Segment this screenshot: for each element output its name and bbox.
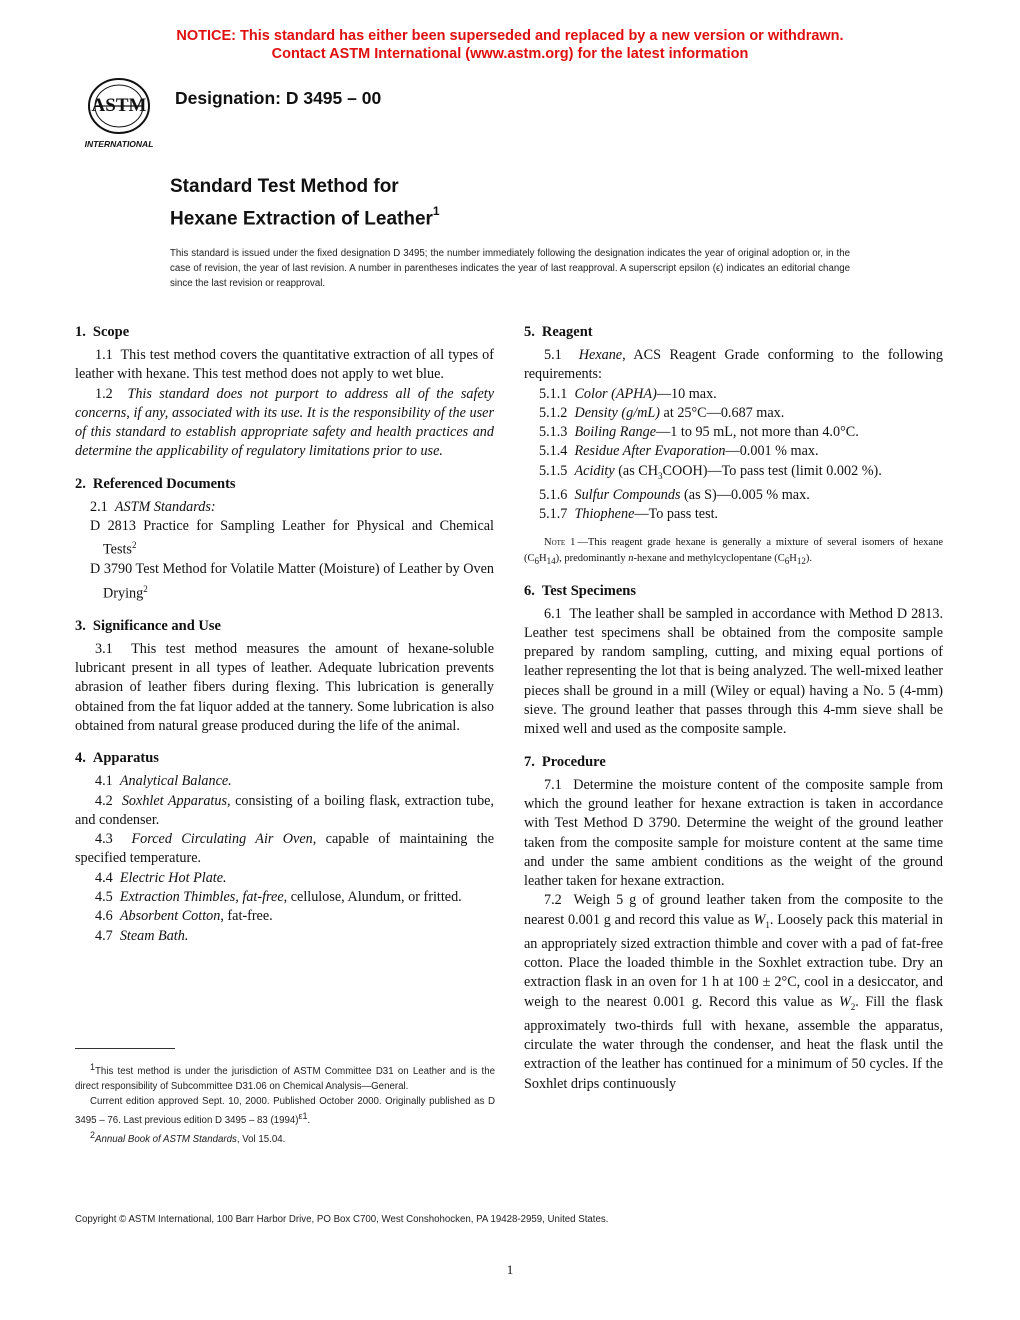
list-item: 4.4 Electric Hot Plate.: [95, 869, 227, 886]
requirement-item: 5.1.6 Sulfur Compounds (as S)—0.005 % max.: [539, 486, 810, 503]
reference-item: D 2813 Practice for Sampling Leather for Physical and Chemical Tests$^2$: [90, 518, 494, 559]
list-item: 4.1 Analytical Balance.: [95, 773, 232, 790]
requirement-item: 5.1.2 Density (g/mL) at 25°C—0.687 max.: [539, 404, 785, 421]
list-item: 4.3 Forced Circulating Air Oven, capable of maintaining the specified temperature.: [75, 831, 494, 867]
paragraph: 2.1 ASTM Standards:: [90, 498, 216, 515]
section-heading: 4. Apparatus: [75, 750, 159, 767]
designation: Designation: D 3495 – 00: [175, 88, 382, 108]
note-1: Note 1 —This reagent grade hexane is generally a mixture of several isomers of hexane $(C_6H_{14})$, predominantly n-hexane and methylcyclopentane $(C_6H_{12})$.: [524, 536, 943, 566]
section-heading: 1. Scope: [75, 324, 130, 340]
footnote-divider: [75, 1048, 175, 1049]
left-column: [75, 322, 494, 946]
reference-item: D 3790 Test Method for Volatile Matter (Moisture) of Leather by Oven Drying$^2$: [90, 561, 494, 602]
footnote-1-edition: Current edition approved Sept. 10, 2000. Published October 2000. Originally published as D 3495 – 76. Last previous edition D 3495 – 83 $(1994)^{\varepsilon 1}$.: [75, 1096, 495, 1127]
astm-logo: [78, 76, 160, 150]
list-item: 4.7 Steam Bath.: [95, 927, 189, 944]
section-heading: 7. Procedure: [524, 753, 606, 770]
title-line-2: Hexane Extraction of Leather: [170, 208, 433, 230]
paragraph: 7.1 Determine the moisture content of the composite sample from which the ground leather for hexane extraction is taken in accordance with Test Method D 3790. Determine the weight of the ground leather taken from the composite sample for moisture content at the same time and under the same ambient conditions as the weight of the ground leather taken for hexane extraction.: [524, 776, 943, 890]
paragraph: 7.2 Weigh 5 g of ground leather taken from the composite to the nearest 0.001 g and record this value as $W_1$. Loosely pack this material in an appropriately sized extraction thimble and cover with a pad of fat-free cotton. Place the loaded thimble in the Soxhlet extraction tube. Dry an extraction flask in an oven for 1 h at 100 ± 2°C, cool in a desiccator, and weigh to the nearest 0.001 g. Record this value as $W_2$. Fill the flask approximately two-thirds full with hexane, assemble the apparatus, circulate the water through the condenser, and heat the flask until the extraction of the leather has continued for a minimum of 50 cycles. If the Soxhlet drips continuously: [524, 892, 943, 1092]
footnote-1: $^1$This test method is under the jurisdiction of ASTM Committee D31 on Leather and is the direct responsibility of Subcommittee D31.06 on Chemical Analysis—General.: [75, 1062, 495, 1093]
title-footnote-ref: 1: [432, 204, 440, 218]
paragraph: 3.1 This test method measures the amount of hexane-soluble lubricant present in all types of leather. Adequate lubrication prevents abrasion of leather fibers during flexing. This lubrication is generally obtained from the fat liquor added at the tannery. Some lubrication is also obtained from natural grease produced during the life of the animal.: [75, 640, 494, 734]
requirement-item: 5.1.4 Residue After Evaporation—0.001 % max.: [539, 443, 819, 460]
right-column: [524, 322, 943, 1094]
paragraph: 6.1 The leather shall be sampled in accordance with Method D 2813. Leather test specimens shall be obtained from the composite sample prepared by random sampling, cutting, and mixing equal portions of leather representing the lot that is being analyzed. The well-mixed leather pieces shall be ground in a mill (Wiley or equal) having a No. 5 (4-mm) sieve. The ground leather that passes through this 4-mm sieve shall be mixed well and used as the composite sample.: [524, 605, 944, 738]
paragraph: 5.1 Hexane, ACS Reagent Grade conforming to the following requirements:: [524, 347, 943, 383]
requirement-item: 5.1.3 Boiling Range—1 to 95 mL, not more than 4.0°C.: [539, 424, 859, 441]
list-item: 4.6 Absorbent Cotton, fat-free.: [95, 908, 273, 925]
section-heading: 2. Referenced Documents: [75, 475, 236, 492]
issued-text: This standard is issued under the fixed designation D 3495; the number immediately following the designation indicates the year of original adoption or, in the case of revision, the year of last revision. A number in parentheses indicates the year of last reapproval. A superscript epsilon (ϵ) indicates an editorial change since the last revision or reapproval.: [170, 248, 850, 289]
requirement-item: 5.1.1 Color (APHA)—10 max.: [539, 385, 717, 402]
notice-line-2: Contact ASTM International (www.astm.org) for the latest information: [271, 46, 749, 62]
paragraph: 1.2 This standard does not purport to address all of the safety concerns, if any, associated with its use. It is the responsibility of the user of this standard to establish appropriate safety and health practices and determine the applicability of regulatory limitations prior to use.: [75, 385, 494, 460]
title-line-1: Standard Test Method for: [170, 176, 399, 197]
section-heading: 3. Significance and Use: [75, 617, 221, 634]
list-item: 4.5 Extraction Thimbles, fat-free, cellulose, Alundum, or fritted.: [95, 889, 462, 905]
copyright-line: Copyright © ASTM International, 100 Barr Harbor Drive, PO Box C700, West Conshohocken, PA 19428-2959, United States.: [75, 1214, 609, 1225]
footnote-2: $^2$Annual Book of ASTM Standards, Vol 15.04.: [90, 1130, 286, 1146]
section-heading: 6. Test Specimens: [524, 582, 636, 599]
page-number: 1: [506, 1262, 514, 1277]
notice-banner: [0, 27, 1020, 63]
section-heading: 5. Reagent: [524, 324, 593, 340]
notice-line-1: NOTICE: This standard has either been superseded and replaced by a new version or withdrawn.: [176, 28, 844, 44]
logo-label: INTERNATIONAL: [84, 139, 154, 149]
requirement-item: 5.1.5 Acidity (as $CH_3COOH)—To$ pass test (limit 0.002 %).: [539, 462, 882, 481]
document-title: [170, 174, 440, 232]
list-item: 4.2 Soxhlet Apparatus, consisting of a boiling flask, extraction tube, and condenser.: [75, 792, 495, 828]
astm-logo-mark: [78, 76, 160, 150]
footnotes: [75, 1060, 495, 1148]
paragraph: 1.1 This test method covers the quantitative extraction of all types of leather with hexane. This test method does not apply to wet blue.: [75, 347, 494, 383]
logo-letters: ASTM: [91, 95, 147, 116]
requirement-item: 5.1.7 Thiophene—To pass test.: [539, 506, 719, 523]
